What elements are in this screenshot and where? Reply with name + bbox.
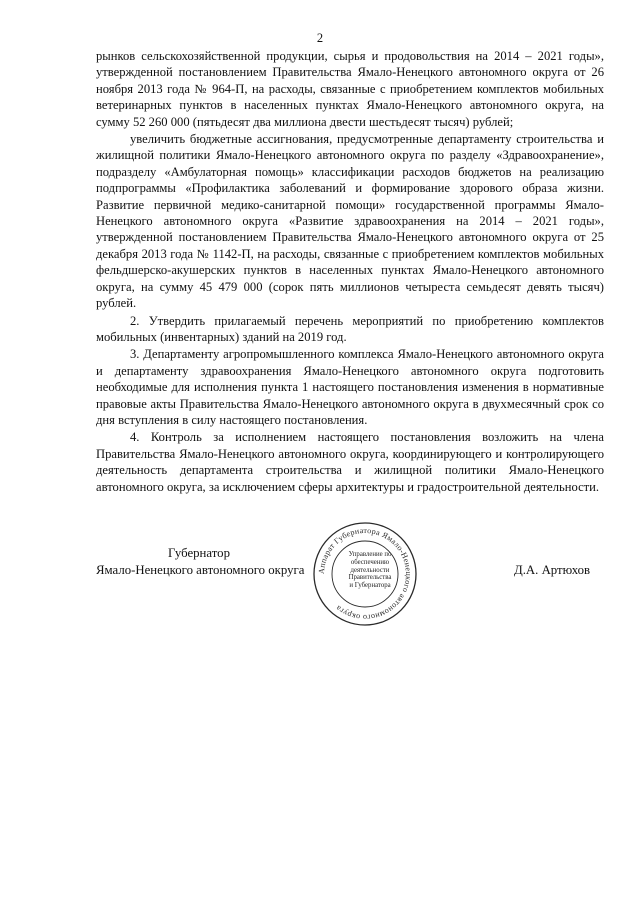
signatory-organization: Ямало-Ненецкого автономного округа [96,563,305,577]
signatory-title: Губернатор [168,546,230,560]
paragraph-item-3: 3. Департаменту агропромышленного комплекса Ямало-Ненецкого автономного округа и департаменту здравоохранения Ямало-Ненецкого автономного округа подготовить необходимые для исполнения пункта 1 настоящего постановления изменения в нормативные правовые акты Правительства Ямало-Ненецкого автономного округа в двухмесячный срок со дня вступления в силу настоящего постановления. [96,347,604,427]
document-body [96,48,604,496]
signatory-name: Д.А. Артюхов [514,563,591,577]
page-number: 2 [316,31,324,45]
paragraph-item-2: 2. Утвердить прилагаемый перечень мероприятий по приобретению комплектов мобильных (инвентарных) зданий на 2019 год. [96,313,604,344]
paragraph-item-4: 4. Контроль за исполнением настоящего постановления возложить на члена Правительства Ямало-Ненецкого автономного округа, координирующего и контролирующего деятельность департамента строительства и жилищной политики Ямало-Ненецкого автономного округа, за исключением сферы архитектуры и градостроительной деятельности. [96,430,604,494]
paragraph-continuation: рынков сельскохозяйственной продукции, сырья и продовольствия на 2014 – 2021 годы», утвержденной постановлением Правительства Ямало-Ненецкого автономного округа от 26 ноября 2013 года № 964-П, на расходы, связанные с приобретением комплектов мобильных ветеринарных пунктов в населенных пунктах Ямало-Ненецкого автономного округа, на сумму 52 260 000 (пятьдесят два миллиона двести шестьдесят тысяч) рублей; [96,49,604,129]
seal-ring-text: Аппарат Губернатора Ямало-Ненецкого автономного округа [316,525,414,623]
paragraph-allocation: увеличить бюджетные ассигнования, предусмотренные департаменту строительства и жилищной политики Ямало-Ненецкого автономного округа по разделу «Здравоохранение», подразделу «Амбулаторная помощь» классификации расходов бюджетов на реализацию подпрограммы «Профилактика заболеваний и формирование здорового образа жизни. Развитие первичной медико-санитарной помощи» государственной программы Ямало-Ненецкого автономного округа «Развитие здравоохранения на 2014 – 2021 годы», утвержденной постановлением Правительства Ямало-Ненецкого автономного округа от 25 декабря 2013 года № 1142-П, на расходы, связанные с приобретением комплектов мобильных фельдшерско-акушерских пунктов в населенных пунктах Ямало-Ненецкого автономного округа, на сумму 45 479 000 (сорок пять миллионов четыреста семьдесят девять тысяч) рублей. [96,132,604,311]
seal-center-text: Управление по обеспечению деятельности Правительства и Губернатора [348,551,392,590]
